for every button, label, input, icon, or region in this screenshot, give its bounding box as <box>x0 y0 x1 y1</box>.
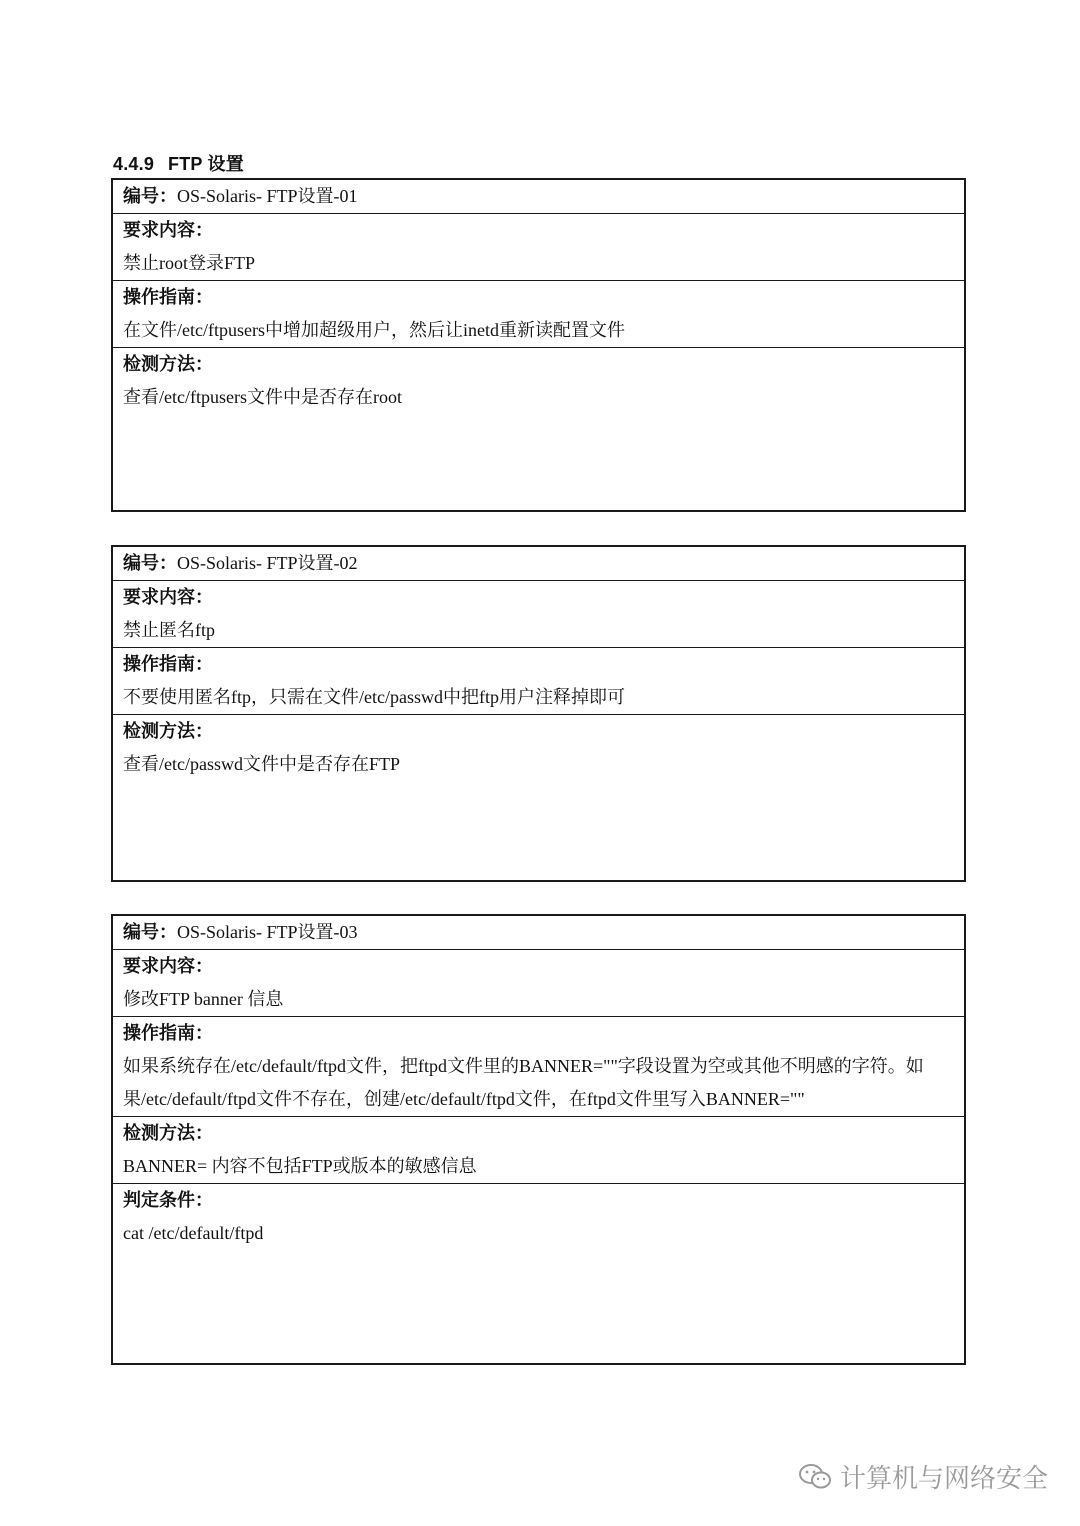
id-label: 编号： <box>123 553 177 573</box>
id-label: 编号： <box>123 922 177 942</box>
section-title-text: FTP 设置 <box>168 154 244 174</box>
judge-row <box>113 1183 964 1250</box>
check-label: 检测方法： <box>123 721 213 741</box>
watermark <box>798 1458 1048 1495</box>
section-heading <box>113 150 244 176</box>
check-row <box>113 1116 964 1183</box>
guide-value: 在文件/etc/ftpusers中增加超级用户，然后让inetd重新读配置文件 <box>123 320 625 340</box>
id-value: OS-Solaris- FTP设置-03 <box>177 922 358 942</box>
check-row <box>113 714 964 781</box>
check-value: 查看/etc/passwd文件中是否存在FTP <box>123 754 400 774</box>
requirement-value: 禁止root登录FTP <box>123 253 256 273</box>
guide-value-line-2: 果/etc/default/ftpd文件不存在，创建/etc/default/ftpd文件，在ftpd文件里写入BANNER="" <box>123 1089 805 1109</box>
id-label: 编号： <box>123 186 177 206</box>
judge-label: 判定条件： <box>123 1190 213 1210</box>
guide-row <box>113 1016 964 1116</box>
check-value: BANNER= 内容不包括FTP或版本的敏感信息 <box>123 1156 477 1176</box>
check-value: 查看/etc/ftpusers文件中是否存在root <box>123 387 402 407</box>
judge-value: cat /etc/default/ftpd <box>123 1223 264 1243</box>
id-row <box>113 916 964 949</box>
requirement-value: 修改FTP banner 信息 <box>123 989 284 1009</box>
ftp-setting-table-02 <box>111 545 966 882</box>
ftp-setting-table-03 <box>111 914 966 1365</box>
guide-label: 操作指南： <box>123 654 213 674</box>
ftp-setting-table-01 <box>111 178 966 512</box>
id-row <box>113 547 964 580</box>
section-number: 4.4.9 <box>113 154 155 174</box>
check-label: 检测方法： <box>123 354 213 374</box>
requirement-label: 要求内容： <box>123 220 213 240</box>
requirement-label: 要求内容： <box>123 587 213 607</box>
id-value: OS-Solaris- FTP设置-01 <box>177 186 358 206</box>
guide-row <box>113 280 964 347</box>
check-label: 检测方法： <box>123 1123 213 1143</box>
wechat-icon <box>798 1463 832 1491</box>
id-value: OS-Solaris- FTP设置-02 <box>177 553 358 573</box>
requirement-row <box>113 949 964 1016</box>
requirement-row <box>113 580 964 647</box>
requirement-row <box>113 213 964 280</box>
guide-label: 操作指南： <box>123 287 213 307</box>
id-row <box>113 180 964 213</box>
guide-row <box>113 647 964 714</box>
guide-value: 不要使用匿名ftp，只需在文件/etc/passwd中把ftp用户注释掉即可 <box>123 687 625 707</box>
watermark-text: 计算机与网络安全 <box>839 1464 1048 1494</box>
requirement-label: 要求内容： <box>123 956 213 976</box>
check-row <box>113 347 964 414</box>
requirement-value: 禁止匿名ftp <box>123 620 215 640</box>
guide-value-line-1: 如果系统存在/etc/default/ftpd文件，把ftpd文件里的BANNER=""字段设置为空或其他不明感的字符。如 <box>123 1056 924 1076</box>
guide-label: 操作指南： <box>123 1023 213 1043</box>
